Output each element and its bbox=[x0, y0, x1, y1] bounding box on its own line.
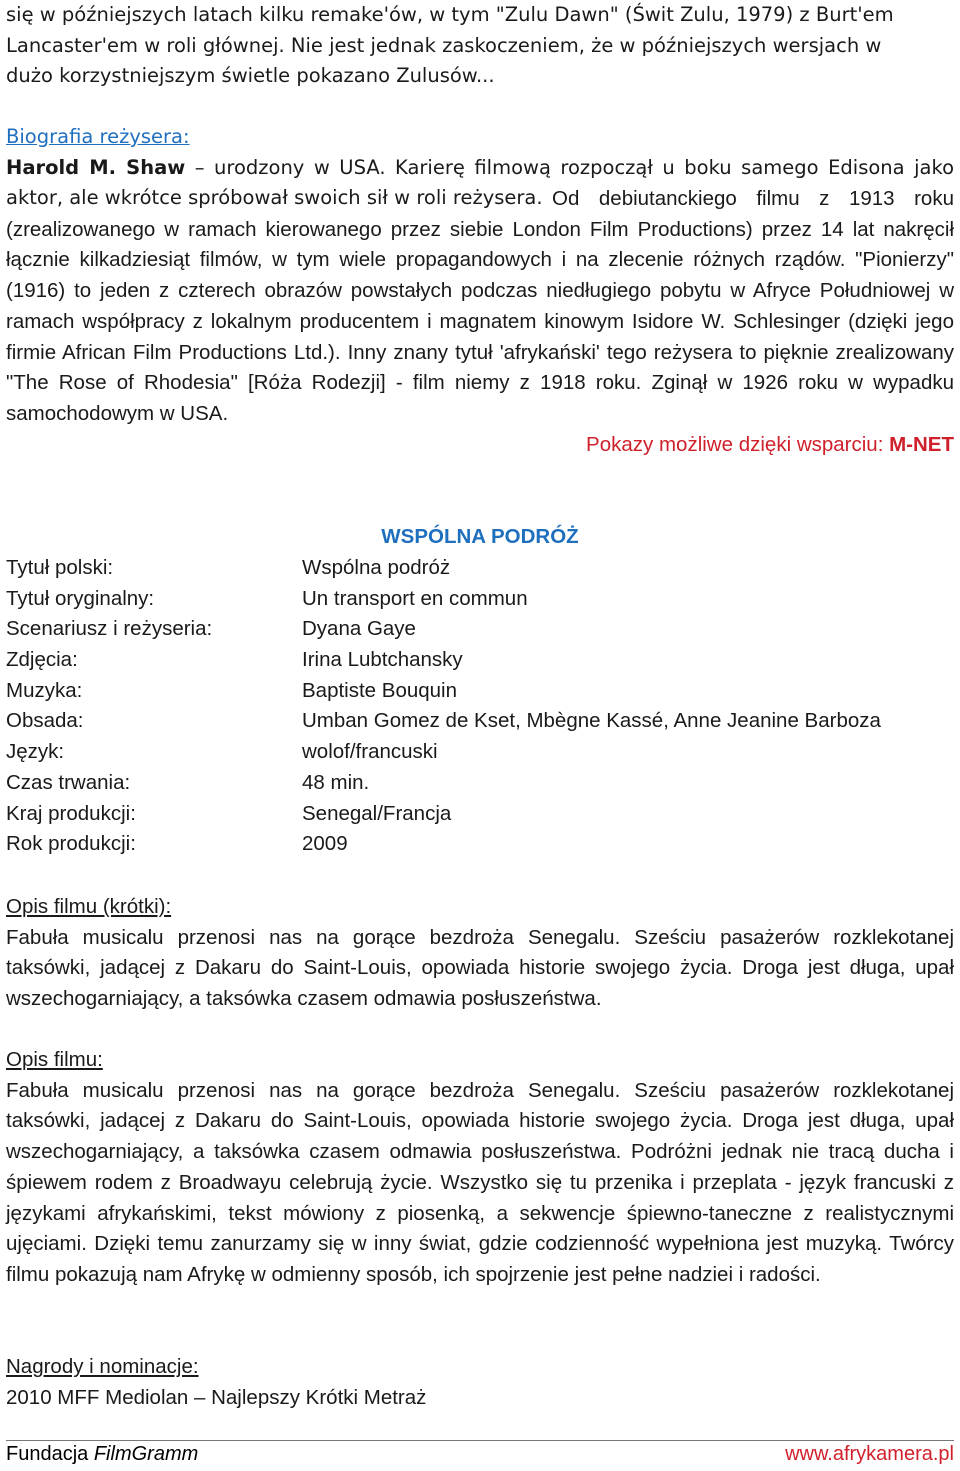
footer-website-link[interactable]: www.afrykamera.pl bbox=[785, 1443, 954, 1465]
detail-label: Obsada: bbox=[6, 709, 84, 733]
detail-value: Baptiste Bouquin bbox=[302, 678, 458, 702]
detail-row bbox=[6, 584, 954, 615]
film-title: WSPÓLNA PODRÓŻ bbox=[381, 525, 579, 548]
detail-value: Wspólna podróż bbox=[302, 556, 451, 579]
detail-value: wolof/francuski bbox=[302, 740, 438, 764]
detail-row bbox=[6, 706, 954, 737]
intro-line: dużo korzystniejszym świetle pokazano Zulusów... bbox=[6, 64, 495, 87]
short-desc-heading: Opis filmu (krótki): bbox=[6, 895, 172, 918]
awards-section bbox=[6, 1352, 954, 1413]
page-footer bbox=[6, 1440, 954, 1471]
detail-value: 2009 bbox=[302, 832, 348, 856]
bio-text-a: – urodzony w USA. Karierę filmową rozpoczął u boku samego Edisona jako aktor, ale wkrótce spróbował swoich sił w roli reżysera. bbox=[6, 155, 954, 209]
detail-label: Zdjęcia: bbox=[6, 648, 78, 672]
detail-label: Rok produkcji: bbox=[6, 832, 136, 856]
detail-label: Język: bbox=[6, 740, 65, 764]
footer-org-name: FilmGramm bbox=[93, 1443, 199, 1465]
full-description bbox=[6, 1045, 954, 1291]
detail-label: Tytuł oryginalny: bbox=[6, 586, 155, 610]
detail-label: Tytuł polski: bbox=[6, 556, 114, 579]
detail-row bbox=[6, 645, 954, 676]
detail-value: Dyana Gaye bbox=[302, 617, 416, 641]
desc-heading: Opis filmu: bbox=[6, 1048, 103, 1071]
detail-row bbox=[6, 737, 954, 768]
detail-row bbox=[6, 768, 954, 799]
sponsor-line bbox=[6, 430, 954, 461]
detail-value: 48 min. bbox=[302, 770, 370, 794]
detail-label: Muzyka: bbox=[6, 678, 83, 702]
bio-text-b: Od debiutanckiego filmu z 1913 roku (zrealizowanego w ramach kierowanego przez siebie London Film Productions) przez 14 lat nakręcił łącznie kilkadziesiąt filmów, w tym wiele propagandowych i na zlecenie różnych rządów. "Pionierzy" (1916) to jeden z czterech obrazów powstałych podczas niedługiego pobytu w Afryce Południowej w ramach współpracy z lokalnym producentem i magnatem kinowym Isidore W. Schlesinger (dzięki jego firmie African Film Productions Ltd.). Inny znany tytuł 'afrykański' tego reżysera to pięknie zrealizowany "The Rose of Rhodesia" [Róża Rodezji] - film niemy z 1918 roku. Zginął w 1926 roku w wypadku samochodowym w USA. bbox=[6, 187, 954, 425]
bio-heading: Biografia reżysera: bbox=[6, 125, 190, 148]
detail-value: Umban Gomez de Kset, Mbègne Kassé, Anne Jeanine Barboza bbox=[302, 709, 881, 733]
bio-continued bbox=[6, 184, 954, 430]
detail-label: Czas trwania: bbox=[6, 770, 131, 794]
director-section bbox=[6, 0, 954, 214]
intro-line: się w późniejszych latach kilku remake'ów, w tym "Zulu Dawn" (Świt Zulu, 1979) z Burt'em bbox=[6, 3, 894, 26]
detail-value: Senegal/Francja bbox=[302, 801, 452, 825]
short-description bbox=[6, 892, 954, 1015]
sponsor-name: M-NET bbox=[889, 433, 954, 456]
detail-value: Irina Lubtchansky bbox=[302, 648, 463, 672]
detail-value: Un transport en commun bbox=[302, 586, 528, 610]
short-desc-text: Fabuła musicalu przenosi nas na gorące bezdroża Senegalu. Sześciu pasażerów rozklekotanej taksówki, jadącej z Dakaru do Saint-Louis, opowiada historie swojego życia. Droga jest długa, upał wszechogarniający, a taksówka czasem odmawia posłuszeństwa. bbox=[6, 925, 954, 1011]
detail-row bbox=[6, 799, 954, 830]
detail-label: Kraj produkcji: bbox=[6, 801, 136, 825]
sponsor-prefix: Pokazy możliwe dzięki wsparciu: bbox=[586, 433, 890, 456]
footer-organization bbox=[6, 1443, 198, 1466]
spacer bbox=[6, 92, 954, 123]
detail-label: Scenariusz i reżyseria: bbox=[6, 617, 213, 641]
intro-line: Lancaster'em w roli głównej. Nie jest jednak zaskoczeniem, że w późniejszych wersjach w bbox=[6, 33, 882, 57]
detail-row bbox=[6, 676, 954, 707]
detail-row bbox=[6, 553, 954, 584]
film-details-table bbox=[6, 553, 954, 860]
detail-row bbox=[6, 614, 954, 645]
awards-text: 2010 MFF Mediolan – Najlepszy Krótki Metraż bbox=[6, 1385, 427, 1409]
detail-row bbox=[6, 829, 954, 860]
awards-heading: Nagrody i nominacje: bbox=[6, 1355, 199, 1378]
desc-text: Fabuła musicalu przenosi nas na gorące bezdroża Senegalu. Sześciu pasażerów rozklekotanej taksówki, jadącej z Dakaru do Saint-Louis, opowiada historie swojego życia. Droga jest długa, upał wszechogarniający, a taksówka czasem odmawia posłuszeństwa. Podróżni jednak nie tracą ducha i śpiewem rodem z Broadwayu celebrują życie. Wszystko się tu przenika i przeplata - język francuski z językami afrykańskimi, tekst mówiony z piosenką, a sekwencje śpiewno-taneczne z realistycznymi ujęciami. Dzięki temu zanurzamy się w inny świat, gdzie codzienność wypełniona jest muzyką. Twórcy filmu pokazują nam Afrykę w odmienny sposób, ich spojrzenie jest pełne nadziei i radości. bbox=[6, 1078, 954, 1286]
director-name: Harold M. Shaw bbox=[6, 155, 186, 179]
footer-org-prefix: Fundacja bbox=[6, 1443, 94, 1465]
